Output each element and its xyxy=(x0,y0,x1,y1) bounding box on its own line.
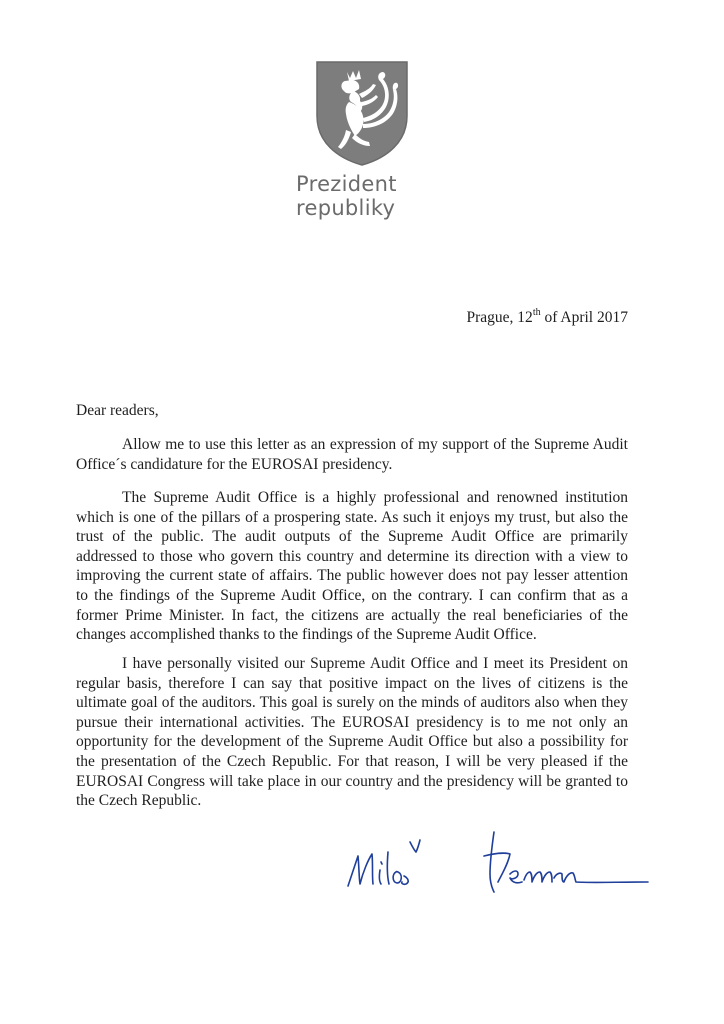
letter-date xyxy=(467,304,628,328)
czech-lion-coat-of-arms-icon xyxy=(313,58,411,168)
paragraph-1: Allow me to use this letter as an expression of my support of the Supreme Audit Office´s candidature for the EUROSAI presidency. xyxy=(76,436,628,473)
date-place: Prague, 12 xyxy=(466,309,533,327)
date-rest: of April 2017 xyxy=(540,309,628,327)
salutation: Dear readers, xyxy=(76,402,159,419)
paragraph-2: The Supreme Audit Office is a highly professional and renowned institution which is one of the pillars of a prospering state. As such it enjoys my trust, but also the trust of the public. The audit outputs of the Supreme Audit Office are primarily addressed to those who govern this country and determine its direction with a view to improving the current state of affairs. The public however does not pay lesser attention to the findings of the Supreme Audit Office, on the contrary. I can confirm that as a former Prime Minister. In fact, the citizens are actually the real beneficiaries of the changes accomplished thanks to the findings of the Supreme Audit Office. xyxy=(76,489,628,644)
date-ordinal-suffix: th xyxy=(532,307,541,318)
office-name xyxy=(296,172,436,220)
handwritten-signature xyxy=(342,826,656,896)
office-name-line2: republiky xyxy=(296,196,396,220)
office-name-line1: Prezident xyxy=(296,172,397,196)
paragraph-3: I have personally visited our Supreme Audit Office and I meet its President on regular basis, therefore I can say that positive impact on the lives of citizens is the ultimate goal of the auditors. This goal is surely on the minds of auditors also when they pursue their international activities. The EUROSAI presidency is to me not only an opportunity for the development of the Supreme Audit Office but also a possibility for the presentation of the Czech Republic. For that reason, I will be very pleased if the EUROSAI Congress will take place in our country and the presidency will be granted to the Czech Republic. xyxy=(76,655,628,810)
